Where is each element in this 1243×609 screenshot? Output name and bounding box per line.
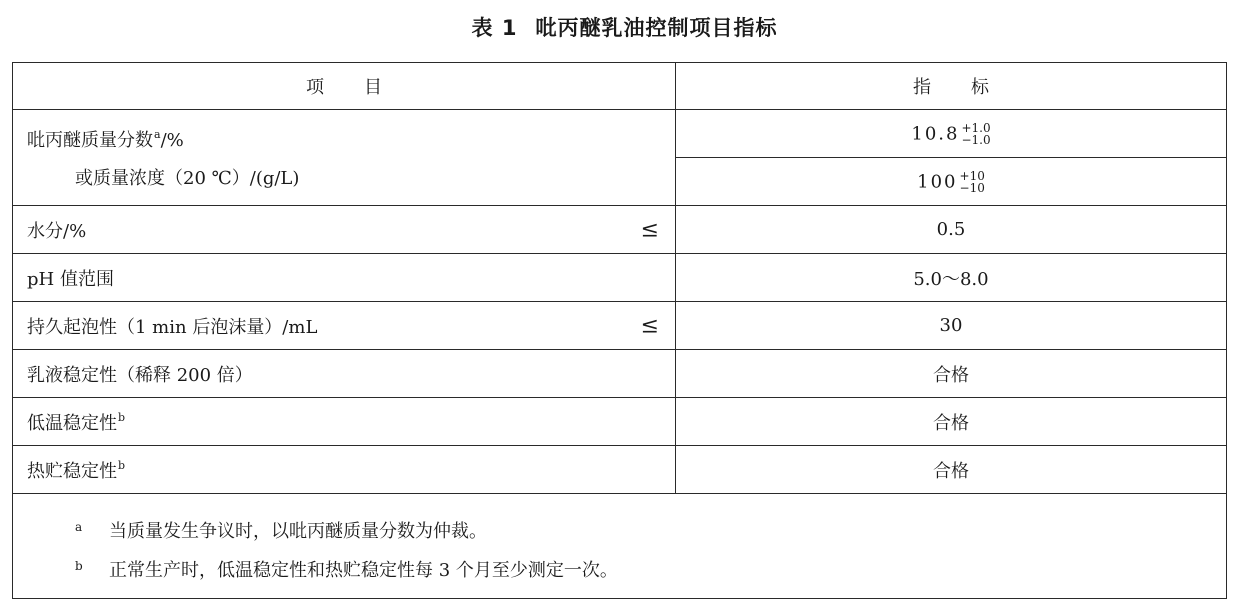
low-temp-label: 低温稳定性 <box>27 412 117 434</box>
ph-row <box>13 254 1227 302</box>
note-b <box>75 549 1226 588</box>
foam-value: 30 <box>676 302 1227 350</box>
low-temp-item <box>13 398 676 446</box>
heat-item <box>13 446 676 494</box>
ph-value: 5.0～8.0 <box>676 254 1227 302</box>
foam-item <box>13 302 676 350</box>
note-mark: a <box>75 520 83 534</box>
concentration-value-cell <box>676 158 1227 206</box>
table-title-text: 吡丙醚乳油控制项目指标 <box>535 16 778 40</box>
content-item-cell <box>13 110 676 206</box>
tolerance-plus: +10 <box>959 168 985 183</box>
low-temp-value: 合格 <box>676 398 1227 446</box>
content-unit: /% <box>160 129 184 151</box>
note-text: 正常生产时，低温稳定性和热贮稳定性每 3 个月至少测定一次。 <box>109 560 618 581</box>
content-label: 吡丙醚质量分数 <box>27 129 153 151</box>
less-equal-symbol: ≤ <box>640 313 659 338</box>
content-line1 <box>27 126 675 152</box>
water-row <box>13 206 1227 254</box>
concentration-tolerance <box>960 170 985 194</box>
tolerance-minus: −10 <box>959 180 985 195</box>
content-tolerance <box>961 122 990 146</box>
foam-row <box>13 302 1227 350</box>
heat-row <box>13 446 1227 494</box>
notes-cell <box>13 494 1227 599</box>
content-value: 10.8 <box>911 123 960 144</box>
content-line2: 或质量浓度（20 ℃）/(g/L) <box>75 167 300 189</box>
footnote-marker-b: b <box>118 458 126 472</box>
tolerance-minus: −1.0 <box>961 132 991 147</box>
emulsion-row <box>13 350 1227 398</box>
note-text: 当质量发生争议时，以吡丙醚质量分数为仲裁。 <box>109 521 487 542</box>
low-temp-row <box>13 398 1227 446</box>
heat-label: 热贮稳定性 <box>27 460 117 482</box>
emulsion-value: 合格 <box>676 350 1227 398</box>
water-value: 0.5 <box>676 206 1227 254</box>
header-row <box>13 63 1227 110</box>
note-mark: b <box>75 559 83 573</box>
table-title <box>0 10 1243 46</box>
heat-value: 合格 <box>676 446 1227 494</box>
spec-table <box>12 62 1227 599</box>
tolerance-plus: +1.0 <box>961 120 991 135</box>
ph-item: pH 值范围 <box>13 254 676 302</box>
emulsion-item: 乳液稳定性（稀释 200 倍） <box>13 350 676 398</box>
footnote-marker-a: a <box>154 127 161 141</box>
table-number: 表 1 <box>471 16 518 40</box>
foam-label: 持久起泡性（1 min 后泡沫量）/mL <box>27 316 318 338</box>
less-equal-symbol: ≤ <box>640 217 659 242</box>
header-item: 项目 <box>13 63 676 110</box>
water-item <box>13 206 676 254</box>
note-a <box>75 510 1226 549</box>
header-spec: 指标 <box>676 63 1227 110</box>
footnote-marker-b: b <box>118 410 126 424</box>
concentration-value: 100 <box>917 171 958 192</box>
water-label: 水分/% <box>27 220 87 242</box>
notes-row <box>13 494 1227 599</box>
content-row <box>13 110 1227 158</box>
content-value-cell <box>676 110 1227 158</box>
